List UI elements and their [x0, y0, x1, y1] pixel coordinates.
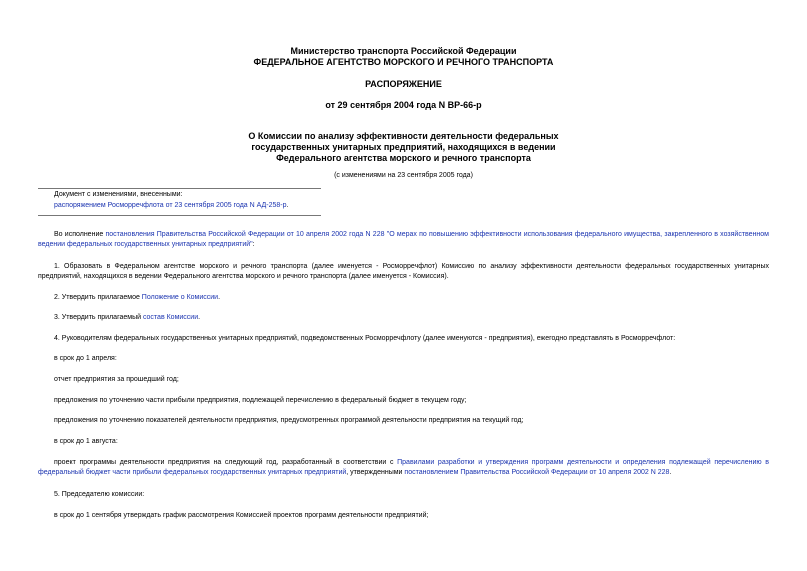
- divider-bottom: [38, 215, 321, 216]
- line-annual-report: отчет предприятия за прошедший год;: [54, 376, 179, 383]
- government-resolution-link[interactable]: постановления Правительства Российской Федерации от 10 апреля 2002 года N 228 "О мерах по повышению эффективности использования федерального имущества, закрепленного в хозяйственном ведении федеральных государственных унитарных предприятий": [38, 231, 769, 248]
- item-1-paragraph: 1. Образовать в Федеральном агентстве морского и речного транспорта (далее именуется - Росморречфлот) Комиссию по анализу эффективности деятельности федеральных государственных унитарных предприятий, находящихся в ведении Федерального агентства морского и речного транспорта (далее именуется - Комиссия).: [38, 263, 769, 280]
- document-type: РАСПОРЯЖЕНИЕ: [365, 79, 442, 89]
- commission-members-link[interactable]: состав Комиссии: [142, 314, 199, 321]
- resolution-228-link[interactable]: постановлением Правительства Российской Федерации от 10 апреля 2002 N 228: [404, 469, 670, 476]
- agency-name: ФЕДЕРАЛЬНОЕ АГЕНТСТВО МОРСКОГО И РЕЧНОГО ТРАНСПОРТА: [253, 57, 554, 67]
- item-3-pre: 3. Утвердить прилагаемый: [54, 314, 143, 321]
- line-indicator-proposals: предложения по уточнению показателей деятельности предприятия, предусмотренных программой деятельности предприятия на текущий год;: [54, 417, 524, 424]
- item-2-pre: 2. Утвердить прилагаемое: [54, 294, 142, 301]
- deadline-april: в срок до 1 апреля:: [54, 355, 117, 362]
- item-3-paragraph: [54, 313, 200, 323]
- preamble-post: :: [252, 241, 255, 248]
- line-profit-proposals: предложения по уточнению части прибыли предприятия, подлежащей перечислению в федеральный бюджет в текущем году;: [54, 397, 467, 404]
- preamble-pre: Во исполнение: [54, 231, 106, 238]
- item-2-post: .: [218, 294, 221, 301]
- amending-order-link[interactable]: распоряжением Росморречфлота от 23 сентября 2005 года N АД-258-р: [54, 202, 287, 209]
- changes-note-label: Документ с изменениями, внесенными:: [54, 191, 183, 198]
- document-title-line-3: Федерального агентства морского и речного транспорта: [276, 153, 531, 163]
- document-title-line-1: О Комиссии по анализу эффективности деятельности федеральных: [248, 131, 559, 141]
- program-project-mid: , утвержденными: [346, 469, 405, 476]
- program-project-paragraph: [38, 458, 769, 478]
- amendments-note: (с изменениями на 23 сентября 2005 года): [334, 172, 473, 179]
- deadline-august: в срок до 1 августа:: [54, 438, 118, 445]
- document-title-line-2: государственных унитарных предприятий, находящихся в ведении: [251, 142, 556, 152]
- changes-note-tail: .: [286, 202, 289, 209]
- divider-top: [38, 188, 321, 189]
- line-september-schedule: в срок до 1 сентября утверждать график рассмотрения Комиссией проектов программ деятельности предприятий;: [54, 512, 429, 519]
- program-project-pre: проект программы деятельности предприятия на следующий год, разработанный в соответствии с: [54, 459, 398, 466]
- ministry-name: Министерство транспорта Российской Федерации: [290, 46, 517, 56]
- changes-note-reference: [54, 201, 288, 211]
- item-3-post: .: [198, 314, 201, 321]
- commission-regulation-link[interactable]: Положение о Комиссии: [141, 294, 219, 301]
- document-date-number: от 29 сентября 2004 года N ВР-66-р: [325, 100, 482, 110]
- preamble-paragraph: [38, 230, 769, 250]
- item-4-paragraph: 4. Руководителям федеральных государственных унитарных предприятий, подведомственных Росморречфлоту (далее именуются - предприятия), ежегодно представлять в Росморречфлот:: [54, 335, 676, 342]
- item-2-paragraph: [54, 293, 220, 303]
- item-5-paragraph: 5. Председателю комиссии:: [54, 491, 145, 498]
- program-rules-link[interactable]: Правилами разработки и утверждения программ деятельности и определения подлежащей перечислению в федеральный бюджет части прибыли федеральных государственных унитарных предприятий: [38, 459, 769, 476]
- program-project-post: .: [669, 469, 672, 476]
